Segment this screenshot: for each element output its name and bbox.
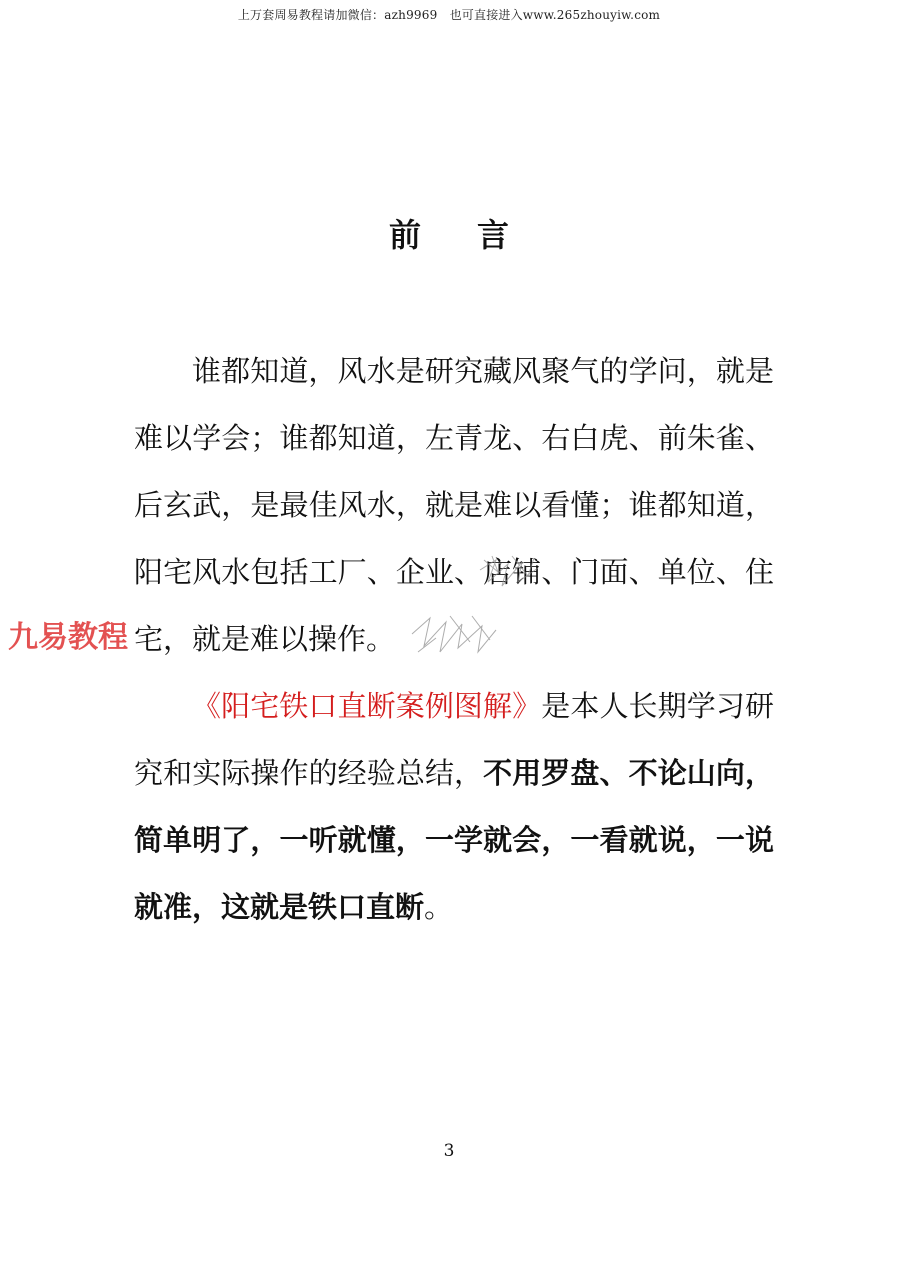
header-note: 上万套周易教程请加微信：azh9969 也可直接进入www.265zhouyiw.com (237, 8, 661, 22)
preface-paragraph-2 (134, 673, 774, 941)
page-title-char-2: 言 (477, 216, 510, 254)
preface-body (134, 338, 774, 941)
preface-paragraph-1: 谁都知道，风水是研究藏风聚气的学问，就是难以学会；谁都知道，左青龙、右白虎、前朱雀、后玄武，是最佳风水，就是难以看懂；谁都知道，阳宅风水包括工厂、企业、店铺、门面、单位、住宅，就是难以操作。 (134, 354, 774, 656)
page-title (0, 210, 898, 256)
paragraph-2-text: 是本人长期学习研究和实际操作的经验总结， (134, 689, 774, 790)
book-title: 《阳宅铁口直断案例图解》 (192, 689, 542, 723)
page-number: 3 (443, 1141, 455, 1161)
paragraph-2-end: 。 (424, 890, 454, 924)
page-title-char-1: 前 (388, 216, 421, 254)
paragraph-2-emphasis: 不用罗盘、不论山向，简单明了，一听就懂，一学就会，一看就说，一说就准，这就是铁口直断 (134, 756, 774, 924)
watermark-stamp: 九易教程 (8, 620, 128, 655)
